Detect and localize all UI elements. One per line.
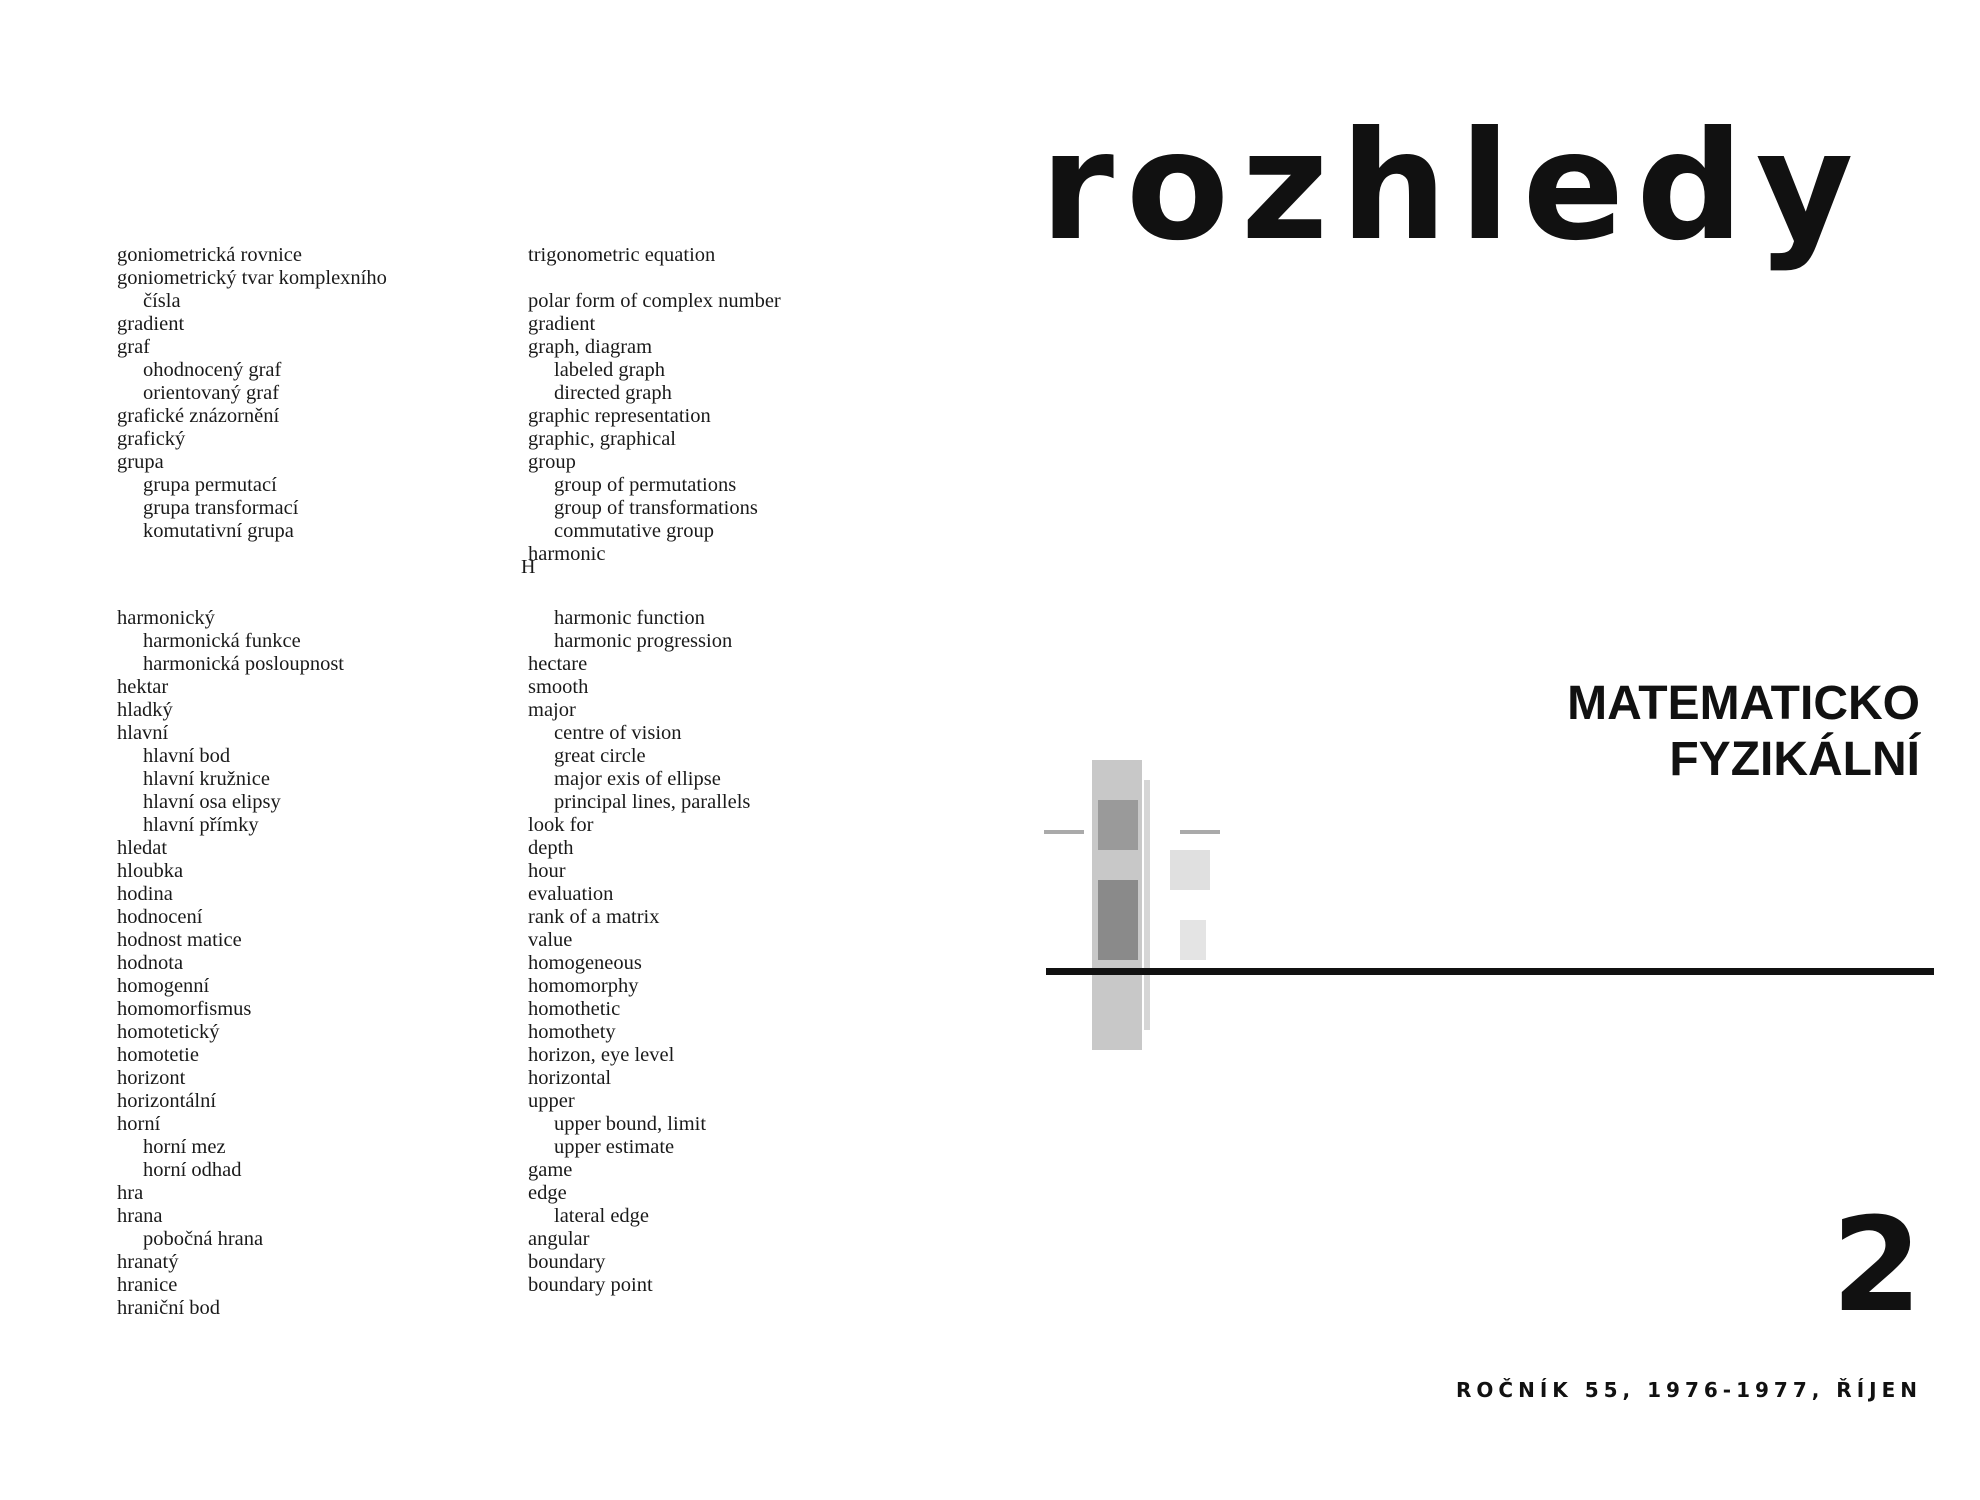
english-term: polar form of complex number [528, 290, 781, 312]
decorative-ornament [1040, 740, 1240, 1080]
czech-term: goniometrická rovnice [117, 244, 303, 266]
english-term: homothetic [528, 998, 621, 1020]
english-term: graphic representation [528, 405, 711, 427]
english-term: group [528, 451, 576, 473]
journal-subtitle [1567, 676, 1920, 788]
czech-term: komutativní grupa [143, 520, 294, 542]
czech-term: hranatý [117, 1251, 179, 1273]
czech-term: homogenní [117, 975, 210, 997]
english-term: harmonic function [554, 607, 705, 629]
section-letter: H [521, 556, 536, 578]
ornament-dash-right [1180, 830, 1220, 834]
english-term: graph, diagram [528, 336, 653, 358]
english-term: smooth [528, 676, 589, 698]
czech-term: grupa [117, 451, 164, 473]
czech-term: hraniční bod [117, 1297, 221, 1319]
english-term: homothety [528, 1021, 616, 1043]
czech-term: pobočná hrana [143, 1228, 264, 1250]
czech-term: grupa permutací [143, 474, 277, 496]
czech-term: hodnocení [117, 906, 203, 928]
czech-term: goniometrický tvar komplexního [117, 267, 387, 289]
czech-term: homotetie [117, 1044, 199, 1066]
english-term: major [528, 699, 576, 721]
english-term: edge [528, 1182, 567, 1204]
czech-term: grafický [117, 428, 186, 450]
english-term: group of transformations [554, 497, 758, 519]
czech-term: hledat [117, 837, 168, 859]
english-term: upper bound, limit [554, 1113, 707, 1135]
czech-term: hlavní bod [143, 745, 231, 767]
english-term: depth [528, 837, 574, 859]
czech-term: čísla [143, 290, 181, 312]
ornament-block-1 [1098, 800, 1138, 850]
english-term: principal lines, parallels [554, 791, 751, 813]
english-term: look for [528, 814, 594, 836]
czech-term: harmonická posloupnost [143, 653, 344, 675]
english-term: rank of a matrix [528, 906, 660, 928]
english-term: harmonic [528, 543, 606, 565]
english-term: evaluation [528, 883, 614, 905]
ornament-speckle [1170, 850, 1210, 890]
subtitle-line-1: MATEMATICKO [1567, 677, 1920, 730]
english-term: centre of vision [554, 722, 682, 744]
czech-term: grupa transformací [143, 497, 299, 519]
english-term: great circle [554, 745, 646, 767]
volume-info: ROČNÍK 55, 1976-1977, ŘÍJEN [1456, 1378, 1922, 1402]
english-term: hectare [528, 653, 588, 675]
czech-term: horizont [117, 1067, 186, 1089]
czech-term: hrana [117, 1205, 163, 1227]
english-term: game [528, 1159, 573, 1181]
ornament-block-2 [1098, 880, 1138, 960]
english-term: horizontal [528, 1067, 612, 1089]
english-term: trigonometric equation [528, 244, 716, 266]
english-term: upper estimate [554, 1136, 675, 1158]
czech-term: homomorfismus [117, 998, 252, 1020]
english-term: graphic, graphical [528, 428, 676, 450]
english-term: boundary [528, 1251, 606, 1273]
czech-term: hodnost matice [117, 929, 242, 951]
english-term: angular [528, 1228, 590, 1250]
english-term: group of permutations [554, 474, 737, 496]
czech-term: hlavní [117, 722, 169, 744]
english-term: commutative group [554, 520, 714, 542]
english-term: lateral edge [554, 1205, 650, 1227]
english-term: value [528, 929, 573, 951]
czech-term: horní mez [143, 1136, 226, 1158]
czech-term: horní odhad [143, 1159, 242, 1181]
horizontal-rule [1046, 968, 1934, 975]
english-term: homogeneous [528, 952, 642, 974]
czech-term: hodnota [117, 952, 184, 974]
czech-term: hladký [117, 699, 173, 721]
english-term: homomorphy [528, 975, 639, 997]
czech-term: orientovaný graf [143, 382, 280, 404]
czech-term: homotetický [117, 1021, 220, 1043]
czech-term: gradient [117, 313, 185, 335]
czech-term: hlavní kružnice [143, 768, 270, 790]
czech-term: hra [117, 1182, 144, 1204]
english-term: hour [528, 860, 566, 882]
english-term: labeled graph [554, 359, 665, 381]
czech-term: ohodnocený graf [143, 359, 282, 381]
czech-term: hranice [117, 1274, 178, 1296]
ornament-strip [1144, 780, 1150, 1030]
czech-term: graf [117, 336, 151, 358]
czech-term: harmonický [117, 607, 215, 629]
english-term: upper [528, 1090, 575, 1112]
czech-term: harmonická funkce [143, 630, 301, 652]
english-term: boundary point [528, 1274, 653, 1296]
english-term: harmonic progression [554, 630, 733, 652]
journal-title: rozhledy [1040, 100, 1866, 274]
subtitle-line-2: FYZIKÁLNÍ [1669, 733, 1920, 786]
english-term: major exis of ellipse [554, 768, 721, 790]
czech-term: hlavní přímky [143, 814, 259, 836]
issue-number: 2 [1831, 1189, 1922, 1341]
czech-term: horizontální [117, 1090, 217, 1112]
english-term: horizon, eye level [528, 1044, 675, 1066]
czech-term: grafické znázornění [117, 405, 280, 427]
czech-term: horní [117, 1113, 161, 1135]
czech-term: hloubka [117, 860, 184, 882]
english-term: gradient [528, 313, 596, 335]
czech-term: hodina [117, 883, 173, 905]
english-term: directed graph [554, 382, 672, 404]
czech-term: hektar [117, 676, 169, 698]
ornament-speckle-2 [1180, 920, 1206, 960]
czech-term: hlavní osa elipsy [143, 791, 281, 813]
ornament-dash-left [1044, 830, 1084, 834]
